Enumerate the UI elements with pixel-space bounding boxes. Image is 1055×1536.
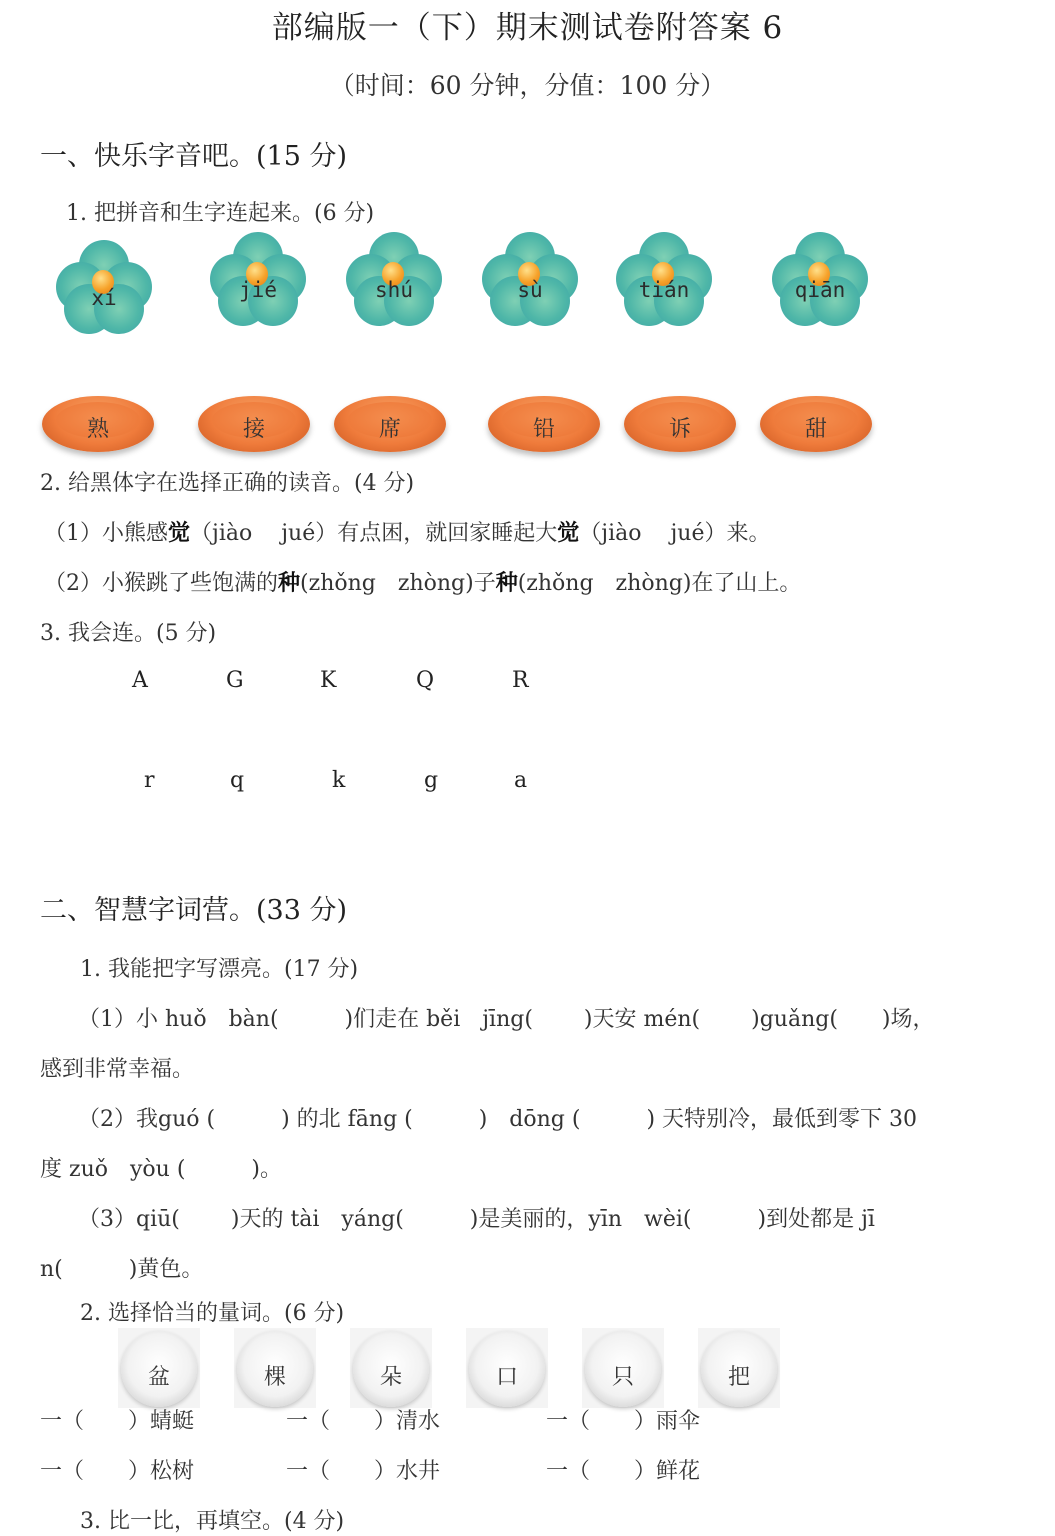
- uppercase-letter[interactable]: K: [320, 668, 337, 693]
- s1-q2-line1: （1）小熊感觉（jiào jué）有点困，就回家睡起大觉（jiào jué）来。: [44, 520, 771, 546]
- measure-word-chip[interactable]: 把: [698, 1328, 780, 1408]
- s2-q1-line: （2）我guó ( ) 的北 fāng ( ) dōng ( ) 天特别冷，最低到零下 30: [78, 1107, 918, 1132]
- s2-q1-line: （3）qiū( )天的 tài yáng( )是美丽的，yīn wèi( )到处都是 jī: [78, 1207, 875, 1232]
- character-label: 席: [378, 417, 401, 442]
- lowercase-letter[interactable]: r: [144, 768, 155, 793]
- lowercase-letter[interactable]: g: [424, 768, 439, 793]
- bold-char: 种: [495, 570, 518, 596]
- s1-q3-label: 3. 我会连。(5 分): [40, 621, 217, 646]
- page-title: 部编版一（下）期末测试卷附答案 6: [271, 10, 784, 46]
- measure-word-chip[interactable]: 口: [466, 1328, 548, 1408]
- character-label: 诉: [668, 417, 691, 442]
- plate-card[interactable]: [198, 396, 310, 454]
- flower-card[interactable]: [346, 232, 442, 328]
- fill-item[interactable]: 一（ ）清水: [286, 1409, 441, 1434]
- plate-card[interactable]: [624, 396, 736, 454]
- section1-heading: 一、快乐字音吧。(15 分): [40, 141, 348, 172]
- section2-heading: 二、智慧字词营。(33 分): [40, 895, 348, 926]
- lowercase-letter[interactable]: q: [230, 768, 245, 793]
- measure-word-chip[interactable]: 盆: [118, 1328, 200, 1408]
- uppercase-letter[interactable]: G: [226, 668, 244, 693]
- plate-card[interactable]: [334, 396, 446, 454]
- bold-char: 种: [278, 570, 301, 596]
- pinyin-label: tián: [638, 278, 690, 302]
- flower-card[interactable]: [616, 232, 712, 328]
- s2-q1-label: 1. 我能把字写漂亮。(17 分): [80, 957, 359, 982]
- flower-card[interactable]: [210, 232, 306, 328]
- lowercase-letter[interactable]: k: [332, 768, 346, 793]
- exam-info: （时间：60 分钟，分值：100 分）: [329, 71, 726, 100]
- measure-word-chip[interactable]: 朵: [350, 1328, 432, 1408]
- s2-q3-label: 3. 比一比，再填空。(4 分): [80, 1509, 345, 1534]
- measure-word-chip[interactable]: 只: [582, 1328, 664, 1408]
- lowercase-letter[interactable]: a: [514, 768, 528, 793]
- character-label: 铅: [532, 417, 555, 442]
- s1-q1-label: 1. 把拼音和生字连起来。(6 分): [66, 201, 375, 226]
- flower-card[interactable]: [482, 232, 578, 328]
- s2-q1-line: 度 zuǒ yòu ( )。: [40, 1157, 283, 1182]
- fill-item[interactable]: 一（ ）蜻蜓: [40, 1409, 195, 1434]
- pinyin-label: xí: [91, 286, 117, 310]
- fill-item[interactable]: 一（ ）松树: [40, 1459, 195, 1484]
- fill-item[interactable]: 一（ ）雨伞: [546, 1409, 701, 1434]
- uppercase-letter[interactable]: Q: [416, 668, 435, 693]
- flower-card[interactable]: [56, 240, 152, 336]
- s1-q2-line2: （2）小猴跳了些饱满的种(zhǒng zhòng)子种(zhǒng zhòng)在了山上。: [44, 570, 802, 596]
- plate-card[interactable]: [488, 396, 600, 454]
- character-label: 甜: [804, 417, 827, 442]
- pinyin-label: sù: [517, 278, 543, 302]
- measure-word-chip[interactable]: 棵: [234, 1328, 316, 1408]
- s1-q2-label: 2. 给黑体字在选择正确的读音。(4 分): [40, 471, 415, 496]
- s2-q1-line: n( )黄色。: [40, 1257, 204, 1282]
- fill-item[interactable]: 一（ ）水井: [286, 1459, 441, 1484]
- character-label: 熟: [86, 417, 109, 442]
- character-label: 接: [242, 417, 265, 442]
- bold-char: 觉: [557, 520, 580, 546]
- plate-card[interactable]: [760, 396, 872, 454]
- flower-card[interactable]: [772, 232, 868, 328]
- pinyin-label: shú: [375, 278, 413, 302]
- s2-q2-label: 2. 选择恰当的量词。(6 分): [80, 1301, 345, 1326]
- uppercase-letter[interactable]: R: [512, 668, 529, 693]
- fill-item[interactable]: 一（ ）鲜花: [546, 1459, 701, 1484]
- s2-q1-line: （1）小 huǒ bàn( )们走在 běi jīng( )天安 mén( )guǎng( )场，: [78, 1007, 935, 1032]
- pinyin-label: qiān: [794, 278, 846, 302]
- pinyin-label: jié: [239, 278, 277, 302]
- plate-card[interactable]: [42, 396, 154, 454]
- bold-char: 觉: [168, 520, 191, 546]
- s2-q1-line: 感到非常幸福。: [40, 1057, 195, 1082]
- uppercase-letter[interactable]: A: [132, 668, 148, 693]
